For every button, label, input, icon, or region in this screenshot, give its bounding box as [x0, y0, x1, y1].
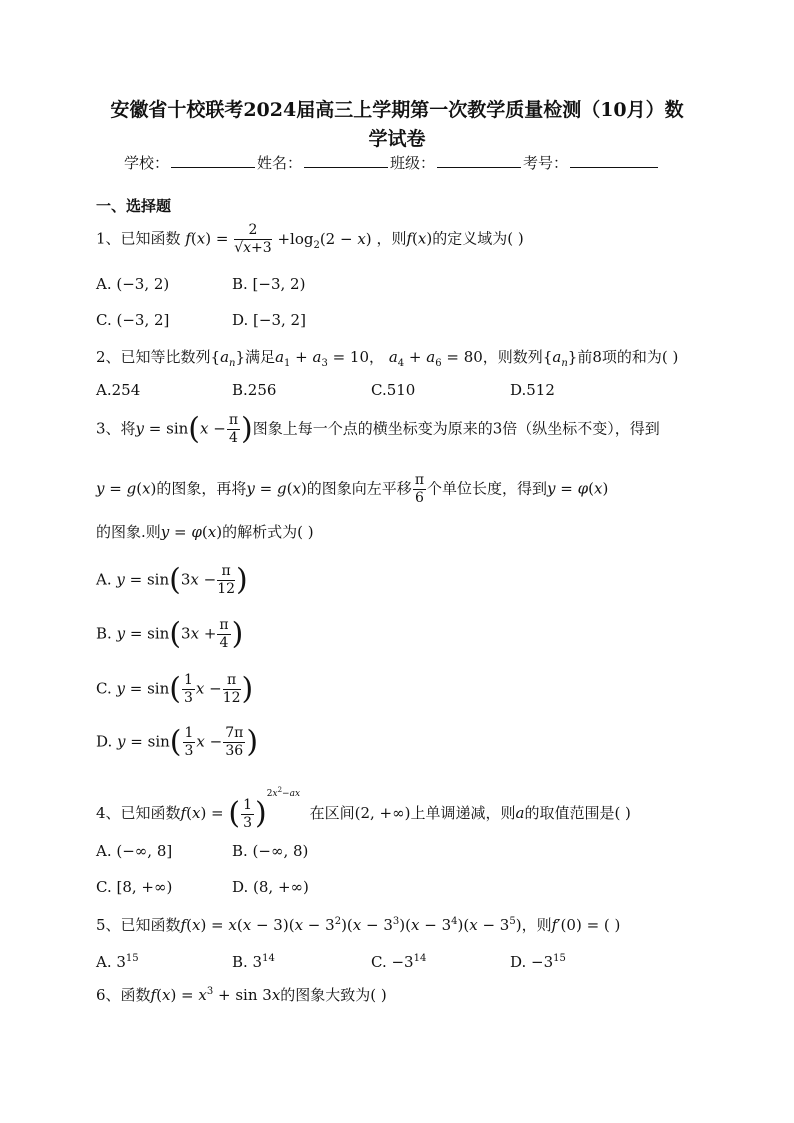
student-info — [124, 152, 660, 173]
title-line-2: 学试卷 — [368, 128, 426, 150]
question-1: 1、已知函数 f(x) = $\frac{2}{√x+3}$ $+\log_2(2 - x)$ ，则f(x)的定义域为( ) — [96, 222, 524, 256]
q2-text-4: 前8项的和为( ) — [577, 348, 679, 366]
q5-prefix: 5、已知函数 — [96, 916, 181, 934]
q5-c-base: C. −3 — [371, 953, 414, 971]
q5-c-exp: 14 — [413, 953, 427, 964]
q2-text-1: 满足 — [245, 348, 276, 366]
q3-text-4: 个单位长度，得到 — [427, 479, 548, 498]
q2-option-c[interactable]: C.510 — [371, 381, 416, 399]
question-6: 6、函数$f(x) = x^3 + \sin 3x$的图象大致为( ) — [96, 986, 387, 1004]
q2-text-2: ， — [369, 348, 385, 366]
question-3: 3、将y = sin(x − $\frac{\pi}{4}$ )图象上每一个点的横坐标变为原来的3倍（纵坐标不变），得到 — [96, 411, 660, 447]
number-field[interactable] — [570, 153, 658, 168]
q2-prefix: 2、已知等比数列 — [96, 348, 211, 366]
q5-text-2: ( ) — [603, 916, 621, 934]
name-label: 姓名： — [257, 154, 303, 172]
q1-option-c[interactable]: C. (−3, 2] — [96, 311, 170, 329]
question-3-line-3: 的图象.则y = φ(x)的解析式为( ) — [96, 523, 314, 541]
q2-option-d[interactable]: D.512 — [510, 381, 555, 399]
q5-d-base: D. −3 — [510, 953, 554, 971]
q5-option-a[interactable] — [96, 953, 139, 971]
q2-option-a[interactable]: A.254 — [96, 381, 141, 399]
q4-option-d[interactable]: D. (8, +∞) — [232, 878, 309, 896]
q3-option-a[interactable]: A. y = sin(3x − $\frac{\pi}{12}$ ) — [96, 562, 248, 598]
q3-option-c[interactable]: C. y = sin( $\frac{1}{3}$ x − $\frac{\pi}{12}$ ) — [96, 671, 254, 707]
q3-text-1: 图象上每一个点的横坐标变为原来的3倍（纵坐标不变），得到 — [252, 419, 660, 438]
q5-a-base: A. 3 — [96, 953, 126, 971]
q5-d-exp: 15 — [553, 953, 566, 964]
q6-prefix: 6、函数 — [96, 986, 151, 1004]
q1-suffix: 的定义域为( ) — [432, 229, 524, 248]
q5-text-1: ，则 — [521, 916, 552, 934]
school-label: 学校： — [124, 154, 170, 172]
q3-text-6: 的解析式为( ) — [222, 523, 314, 541]
q5-option-d[interactable] — [510, 953, 566, 971]
q1-option-a[interactable]: A. (−3, 2) — [96, 275, 170, 293]
title-line-1: 安徽省十校联考2024届高三上学期第一次教学质量检测（10月）数 — [110, 99, 684, 121]
q1-prefix: 1、已知函数 — [96, 229, 181, 248]
q4-text-3: 的取值范围是( ) — [524, 804, 631, 822]
q4-option-b[interactable]: B. (−∞, 8) — [232, 842, 309, 860]
question-4: 4、已知函数f(x) = ( $\frac{1}{3}$ )$^{2x^2-ax}$ 在区间(2, +∞)上单调递减，则a的取值范围是( ) — [96, 786, 631, 831]
q5-option-b[interactable] — [232, 953, 275, 971]
section-heading: 一、选择题 — [96, 197, 172, 215]
question-5: 5、已知函数$f(x) = x(x - 3)(x - 3^2)(x - 3^3)(x - 3^4)(x - 3^5)$，则f′(0) = ( ) — [96, 916, 621, 934]
q4-text-2: 上单调递减，则 — [410, 804, 516, 822]
question-2: 2、已知等比数列$\{a_n\}$满足$a_1 + a_3 = 10$， $a_4 + a_6 = 80$，则数列$\{a_n\}$前8项的和为( ) — [96, 348, 679, 369]
q5-a-exp: 15 — [125, 953, 139, 964]
q3-text-5: 的图象.则 — [96, 523, 161, 541]
q3-option-b[interactable]: B. y = sin(3x + $\frac{\pi}{4}$ ) — [96, 616, 244, 652]
q1-option-b[interactable]: B. [−3, 2) — [232, 275, 306, 293]
q1-function: f — [185, 229, 191, 248]
class-field[interactable] — [437, 153, 521, 168]
q2-text-3: ，则数列 — [482, 348, 543, 366]
q3-prefix: 3、将 — [96, 419, 136, 438]
q5-option-c[interactable] — [371, 953, 426, 971]
q4-option-c[interactable]: C. [8, +∞) — [96, 878, 173, 896]
q1-mid: ，则 — [376, 229, 407, 248]
q4-prefix: 4、已知函数 — [96, 804, 181, 822]
question-3-line-2: y = g(x)的图象，再将y = g(x)的图象向左平移 $\frac{\pi}{6}$ 个单位长度，得到y = φ(x) — [96, 472, 609, 506]
q4-text-1: 在区间 — [309, 804, 355, 822]
q1-fraction: $\frac{2}{√x+3}$ — [234, 222, 272, 256]
q5-b-base: B. 3 — [232, 953, 263, 971]
class-label: 班级： — [390, 154, 436, 172]
name-field[interactable] — [304, 153, 388, 168]
q3-option-d[interactable]: D. y = sin( $\frac{1}{3}$ x − $\frac{7\pi}{36}$ ) — [96, 724, 259, 760]
q2-option-b[interactable]: B.256 — [232, 381, 277, 399]
school-field[interactable] — [171, 153, 255, 168]
page-title — [90, 96, 704, 154]
q3-text-3: 的图象向左平移 — [306, 479, 412, 498]
q1-option-d[interactable]: D. [−3, 2] — [232, 311, 306, 329]
q3-text-2: 的图象，再将 — [156, 479, 247, 498]
q5-b-exp: 14 — [262, 953, 275, 964]
number-label: 考号： — [523, 154, 569, 172]
q4-option-a[interactable]: A. (−∞, 8] — [96, 842, 173, 860]
q6-text-1: 的图象大致为( ) — [280, 986, 387, 1004]
